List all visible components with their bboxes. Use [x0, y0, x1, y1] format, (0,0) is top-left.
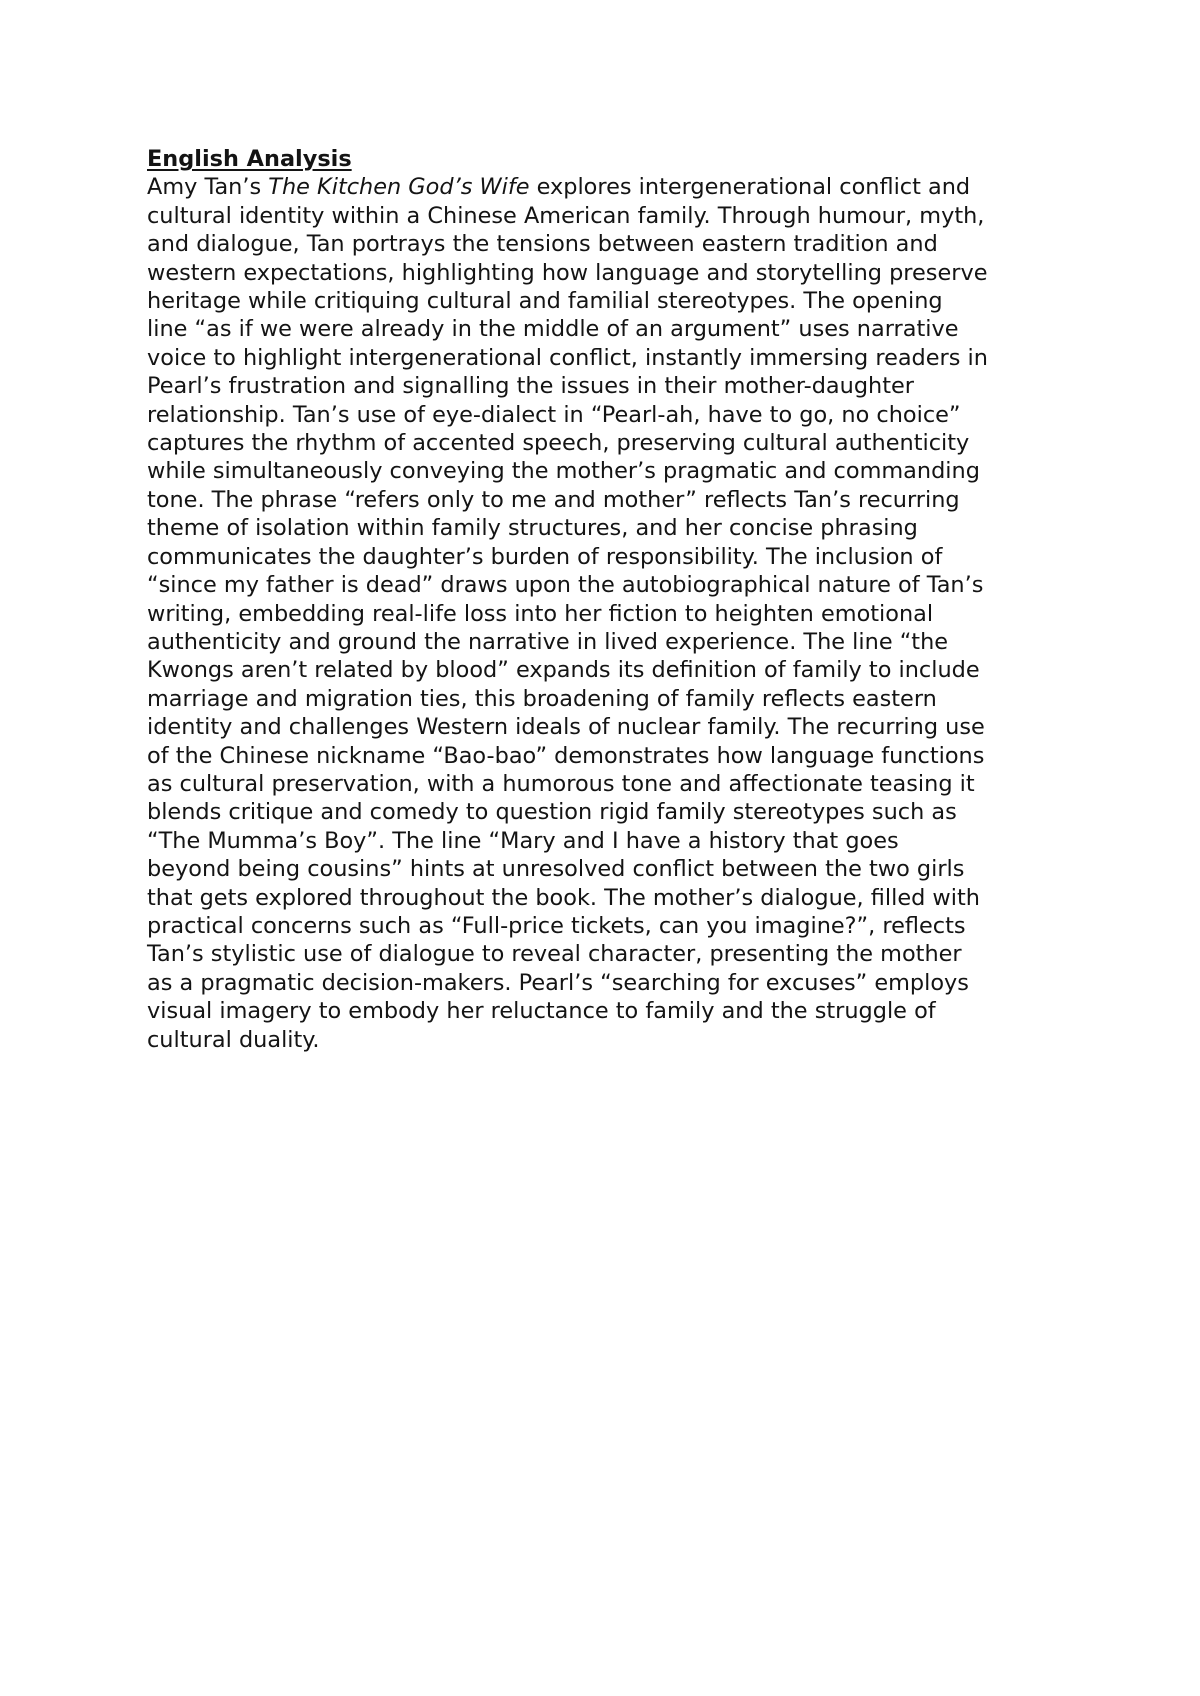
text-segment: explores intergenerational conflict and	[529, 174, 971, 201]
text-segment: relationship. Tan’s use of eye-dialect in “Pearl-ah, have to go, no choice”	[147, 401, 961, 428]
text-line	[147, 1026, 1072, 1054]
text-segment: identity and challenges Western ideals of nuclear family. The recurring use	[147, 714, 985, 741]
text-line	[147, 315, 1072, 343]
document-heading: English Analysis	[147, 146, 352, 172]
text-segment: theme of isolation within family structures, and her concise phrasing	[147, 515, 918, 542]
text-segment: cultural identity within a Chinese American family. Through humour, myth,	[147, 202, 985, 229]
text-segment: authenticity and ground the narrative in lived experience. The line “the	[147, 628, 949, 655]
text-segment: blends critique and comedy to question rigid family stereotypes such as	[147, 799, 957, 826]
text-segment: of the Chinese nickname “Bao-bao” demonstrates how language functions	[147, 742, 985, 769]
text-line	[147, 514, 1072, 542]
text-line	[147, 827, 1072, 855]
text-segment: Amy Tan’s	[147, 174, 269, 201]
text-line	[147, 571, 1072, 599]
text-line	[147, 600, 1072, 628]
text-line	[147, 543, 1072, 571]
text-line	[147, 770, 1072, 798]
text-segment: cultural duality.	[147, 1026, 320, 1053]
text-segment: Tan’s stylistic use of dialogue to reveal character, presenting the mother	[147, 941, 962, 968]
text-line	[147, 969, 1072, 997]
text-segment: western expectations, highlighting how language and storytelling preserve	[147, 259, 988, 286]
text-line	[147, 486, 1072, 514]
text-line	[147, 912, 1072, 940]
text-line	[147, 401, 1072, 429]
text-segment: captures the rhythm of accented speech, preserving cultural authenticity	[147, 430, 970, 457]
text-line	[147, 457, 1072, 485]
text-line	[147, 855, 1072, 883]
text-line	[147, 628, 1072, 656]
text-segment: Kwongs aren’t related by blood” expands its definition of family to include	[147, 657, 980, 684]
text-segment: tone. The phrase “refers only to me and mother” reflects Tan’s recurring	[147, 486, 960, 513]
text-line	[147, 685, 1072, 713]
text-line	[147, 997, 1072, 1025]
text-line	[147, 173, 1072, 201]
text-segment: visual imagery to embody her reluctance to family and the struggle of	[147, 998, 936, 1025]
text-line	[147, 429, 1072, 457]
text-line	[147, 656, 1072, 684]
text-segment: that gets explored throughout the book. The mother’s dialogue, filled with	[147, 884, 980, 911]
text-segment: beyond being cousins” hints at unresolved conflict between the two girls	[147, 856, 965, 883]
text-segment: voice to highlight intergenerational conflict, instantly immersing readers in	[147, 344, 988, 371]
text-segment: as a pragmatic decision-makers. Pearl’s “searching for excuses” employs	[147, 969, 969, 996]
text-line	[147, 259, 1072, 287]
text-line	[147, 798, 1072, 826]
document-body	[147, 145, 1072, 1054]
text-segment: marriage and migration ties, this broadening of family reflects eastern	[147, 685, 937, 712]
text-line	[147, 884, 1072, 912]
text-segment: while simultaneously conveying the mother’s pragmatic and commanding	[147, 458, 980, 485]
text-line	[147, 940, 1072, 968]
text-line	[147, 202, 1072, 230]
text-line	[147, 230, 1072, 258]
text-segment: as cultural preservation, with a humorous tone and affectionate teasing it	[147, 770, 975, 797]
analysis-paragraph	[147, 173, 1072, 1054]
text-segment: communicates the daughter’s burden of responsibility. The inclusion of	[147, 543, 943, 570]
text-segment: heritage while critiquing cultural and familial stereotypes. The opening	[147, 288, 943, 315]
text-line	[147, 713, 1072, 741]
text-line	[147, 344, 1072, 372]
book-title: The Kitchen God’s Wife	[268, 174, 530, 201]
text-line	[147, 742, 1072, 770]
text-segment: and dialogue, Tan portrays the tensions between eastern tradition and	[147, 231, 938, 258]
text-segment: Pearl’s frustration and signalling the issues in their mother-daughter	[147, 373, 914, 400]
text-segment: line “as if we were already in the middle of an argument” uses narrative	[147, 316, 959, 343]
text-segment: writing, embedding real-life loss into her fiction to heighten emotional	[147, 600, 934, 627]
text-segment: practical concerns such as “Full-price tickets, can you imagine?”, reflects	[147, 912, 966, 939]
text-segment: “The Mumma’s Boy”. The line “Mary and I have a history that goes	[147, 827, 899, 854]
text-line	[147, 287, 1072, 315]
text-line	[147, 372, 1072, 400]
text-segment: “since my father is dead” draws upon the autobiographical nature of Tan’s	[147, 572, 984, 599]
